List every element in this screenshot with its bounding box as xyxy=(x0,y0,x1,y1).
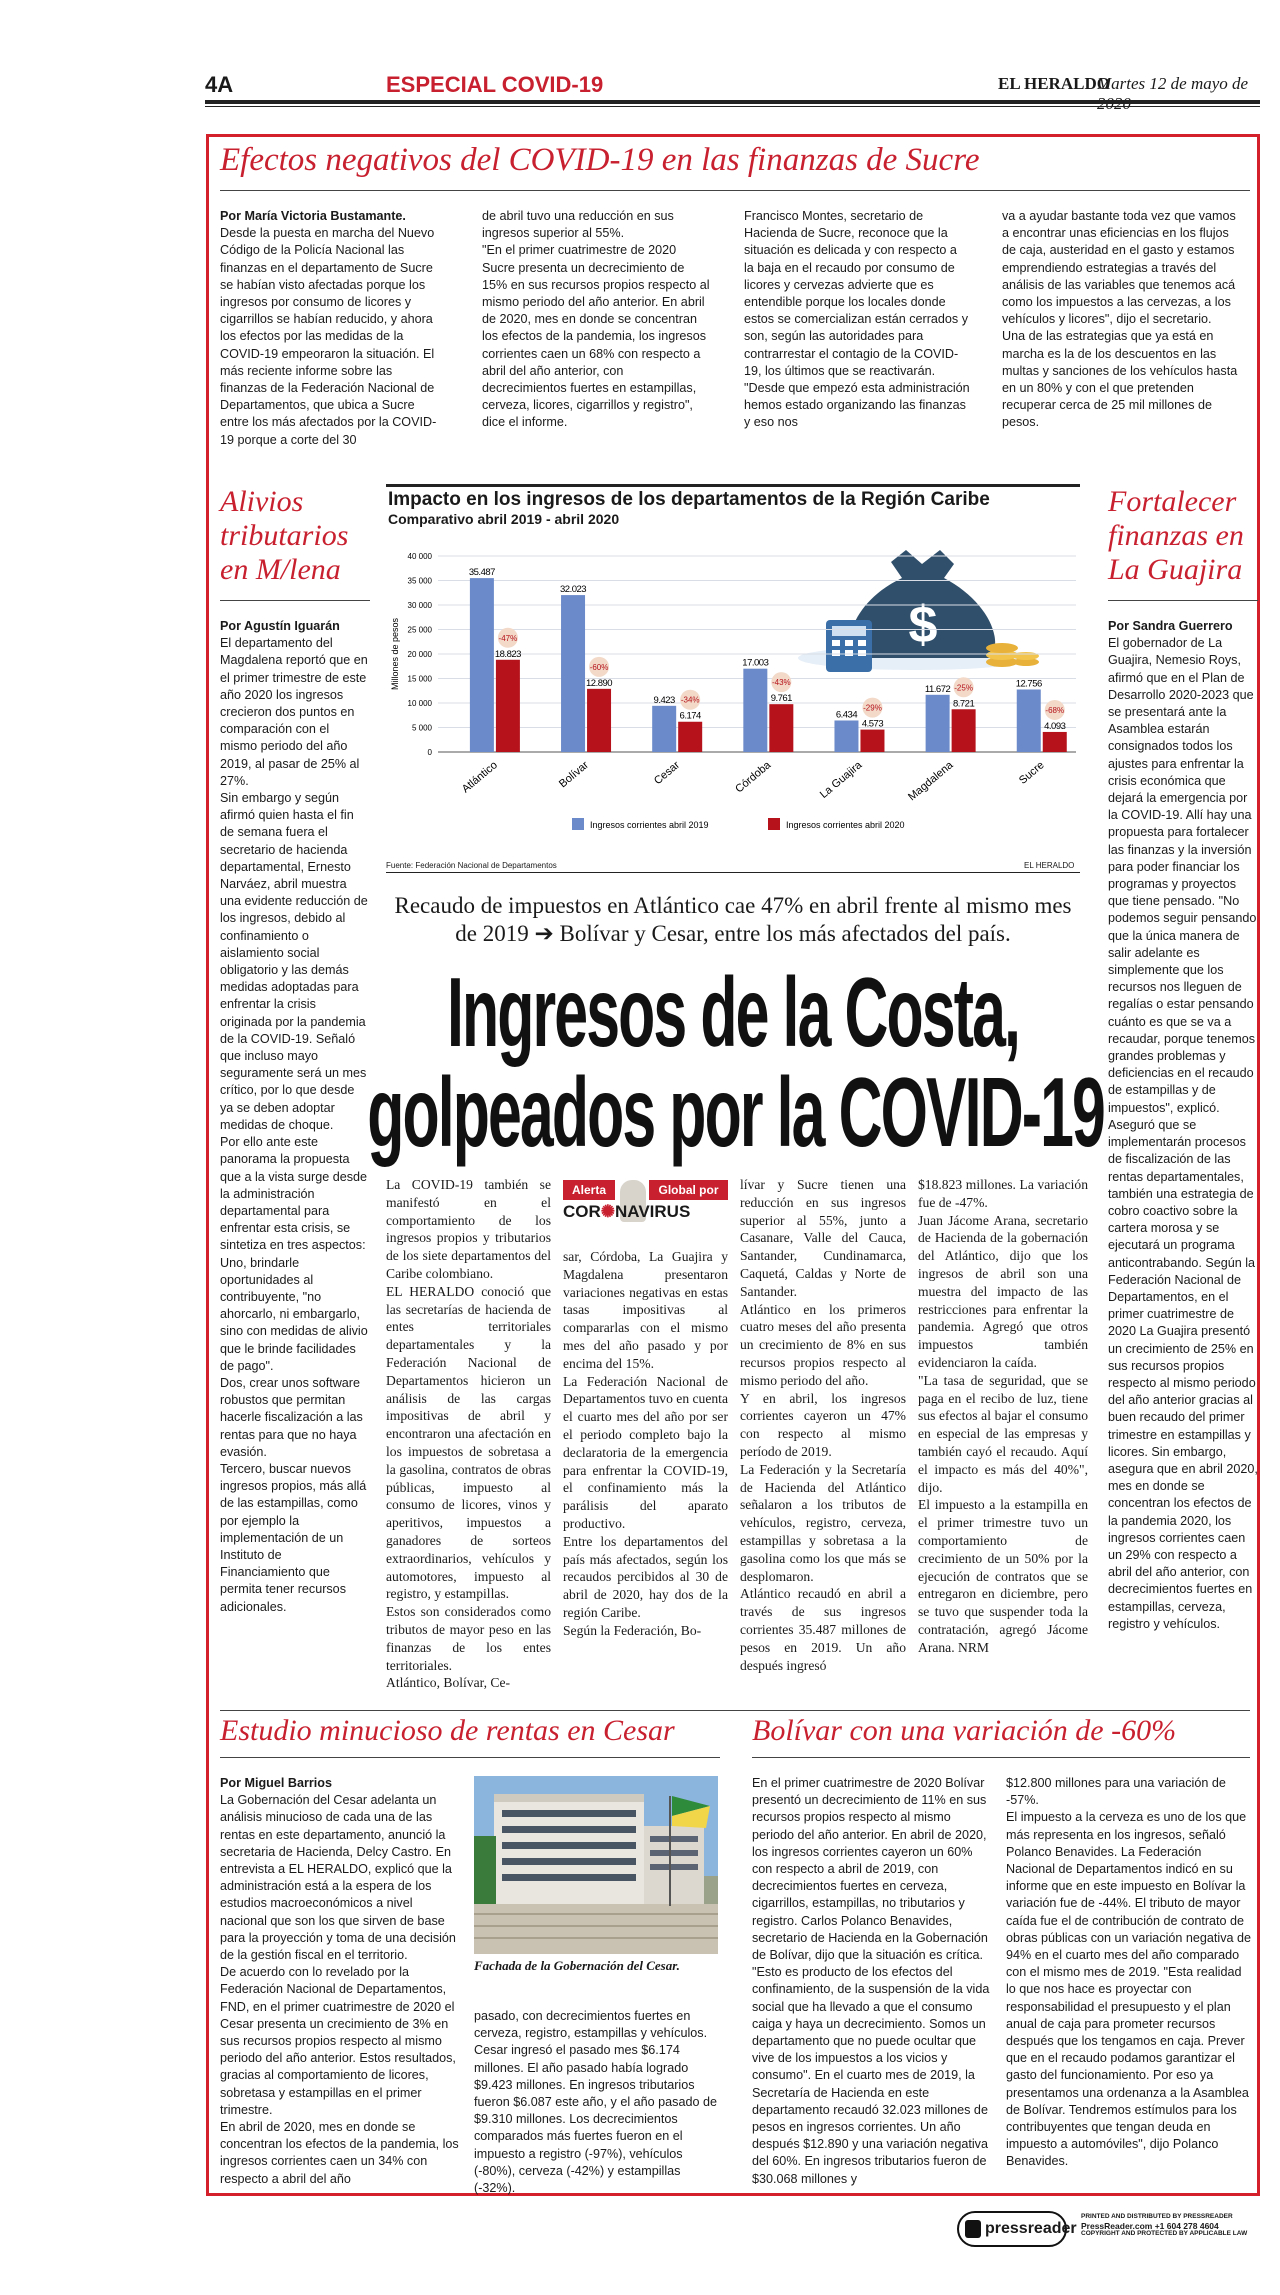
pressreader-brand: pressreader xyxy=(985,2220,1077,2237)
bar-2019 xyxy=(743,669,767,752)
change-label: -43% xyxy=(771,678,791,688)
bar-2020 xyxy=(496,660,520,752)
issue-date: Martes 12 de mayo de xyxy=(1097,74,1249,93)
x-tick-label: Magdalena xyxy=(906,759,956,804)
guajira-text: El gobernador de La Guajira, Nemesio Roys, afirmó que en el Plan de Desarrollo 2020-2023 que se presentará ante la Asamblea estarán consignados todos los ajustes para enfrentar la crisis económica que dejará la emergencia por la COVID-19. Allí hay una propuesta para fortalecer las finanzas y la inversión para poder financiar los programas y proyectos que tiene pensado. "No podemos seguir pensando que la única manera de salir adelante es simplemente que los recursos nos lleguen de regalías o estar pensando cuánto es que se va a recaudar, porque tenemos grandes problemas y deficiencias en el recaudo de estampillas y de impuestos", explicó. Aseguró que se implementarán procesos de fiscalización de las rentas departamentales, también una estrategia de cobro coactivo sobre la cartera morosa y se ejecutará un programa anticontrabando. Según la Federación Nacional de Departamentos, en el primer cuatrimestre de 2020 La Guajira presentó un crecimiento de 25% en sus recursos propios respecto al mismo periodo del año anterior gracias al buen recaudo del primer trimestre en estampillas y licores. Sin embargo, asegura que en abril 2020, mes en donde se concentran los efectos de la pandemia 2020, los ingresos corrientes caen un 29% con respecto a abril del año anterior, con decrecimientos fuertes en estampillas, cerveza, registro y vehículos. xyxy=(1108,636,1258,1631)
bar-value-label: 8.721 xyxy=(952,698,975,710)
magdalena-text: El departamento del Magdalena reportó que en el primer trimestre de este año 2020 los ingresos crecieron dos puntos en comparación con el mismo periodo del año 2019, al pasar de 25% al 27%. Sin embargo y según afirmó quien hasta el fin de semana fuera el secretario de hacienda departamental, Ernesto Narváez, abril muestra una evidente reducción de los ingresos, debido al confinamiento o aislamiento social obligatorio y las demás medidas adoptadas para enfrentar la crisis originada por la pandemia de la COVID-19. Señaló que incluso mayo seguramente será un mes crítico, por lo que desde ya se deben adoptar medidas de choque. Por ello ante este panorama la propuesta que a la vista surge desde la administración departamental para enfrentar esta crisis, se sintetiza en tres aspectos: Uno, brindarle oportunidades al contribuyente, "no ahorcarlo, ni embargarlo, sino con medidas de alivio que le brinde facilidades de pago". Dos, crear unos software robustos que permitan hacerle fiscalización a las rentas para que no haya evasión. Tercero, buscar nuevos ingresos propios, más allá de las estampillas, como por ejemplo la implementación de un Instituto de Financiamiento que permita tener recursos adicionales. xyxy=(220,636,368,1614)
legend-label: Ingresos corrientes abril 2019 xyxy=(590,820,709,830)
x-tick-label: Bolívar xyxy=(557,759,591,791)
pressreader-logo-icon xyxy=(965,2220,981,2238)
magdalena-column xyxy=(220,618,368,1616)
x-tick-label: Sucre xyxy=(1016,759,1047,787)
pressreader-info xyxy=(1081,2213,1247,2239)
sucre-rule xyxy=(220,190,1250,191)
cesar-text-1: La Gobernación del Cesar adelanta un análisis minucioso de cada una de las rentas en este departamento, anunció la secretaria de Hacienda, Delcy Castro. En entrevista a EL HERALDO, explicó que la administración está a la espera de los estudios macroeconómicos a nivel nacional que son los que sirven de base para la proyección y toma de una decisión de la gestión fiscal en el territorio. De acuerdo con lo revelado por la Federación Nacional de Departamentos, FND, en el primer cuatrimestre de 2020 el Cesar presenta un crecimiento de 3% en sus recursos propios respecto al mismo periodo del año anterior. Estos resultados, gracias al comportamiento de licores, sobretasa y estampillas en el primer trimestre. En abril de 2020, mes en donde se concentran los efectos de la pandemia, los ingresos corrientes caen un 34% con respecto a abril del año xyxy=(220,1793,459,2186)
pressreader-badge xyxy=(957,2211,1257,2249)
main-story-col-4: $18.823 millones. La variación fue de -47%. Juan Jácome Arana, secretario de Hacienda de la gobernación del Atlántico, dijo que los ingresos de abril son una muestra del impacto de las restricciones para enfrentar la pandemia. Agregó que otros impuestos también evidenciaron la caída. "La tasa de seguridad, que se paga en el recibo de luz, tiene sus efectos al bajar el consumo en especial de las empresas y también cayó el recaudo. Aquí el impacto es más del 40%", dijo. El impuesto a la estampilla en el primer trimestre tuvo un comportamiento de crecimiento de un 50% por la ejecución de contratos que se entregaron en diciembre, pero se tuvo que suspender toda la contratación, agregó Jácome Arana. NRM xyxy=(918,1177,1088,1655)
bar-2019 xyxy=(561,595,585,752)
bar-value-label: 17.003 xyxy=(742,657,769,669)
change-label: -29% xyxy=(863,703,882,713)
y-tick-label: 40 000 xyxy=(407,552,432,561)
sucre-col-2: de abril tuvo una reducción en sus ingresos superior al 55%. "En el primer cuatrimestre de 2020 Sucre presenta un decrecimiento de 15% en sus recursos propios respecto al mismo periodo del año anterior. En abril de 2020, mes en donde se concentran los efectos de la pandemia, los ingresos corrientes caen un 68% con respecto a abril del año anterior, con decrecimientos fuertes en estampillas, cerveza, licores, cigarrillos y registro", dice el informe. xyxy=(482,209,710,430)
bar-value-label: 9.761 xyxy=(770,693,792,705)
government-building-photo xyxy=(474,1776,718,1954)
bolivar-col-2: $12.800 millones para una variación de -57%. El impuesto a la cerveza es uno de los que más representa en los ingresos, señaló Polanco Benavides. La Federación Nacional de Departamentos indicó en su informe que en este impuesto en Bolívar la variación fue de -44%. El tributo de mayor caída fue el de contribución de contrato de obras públicas con un variación negativa de 94% en el cuarto mes del año comparado con el mismo mes de 2019. "Esta realidad lo que nos hace es proyectar con responsabilidad el presupuesto y el plan anual de caja para prometer recursos después que los tengamos en caja. Prever que en el recaudo podamos garantizar el gasto del funcionamiento. Por eso ya presentamos una ordenanza a la Asamblea de Bolívar. Tendremos estímulos para los contribuyentes que tengan deuda en impuesto a automóviles", dijo Polanco Benavides. xyxy=(1006,1776,1252,2169)
sucre-col-3: Francisco Montes, secretario de Hacienda de Sucre, reconoce que la situación es delicada y con respecto a la baja en el recaudo por consumo de licores y cervezas advierte que es entendible porque los locales donde estos se comercializan están cerrados y son, según las autoridades para contrarrestar el contagio de la COVID-19, los últimos que se reactivarán. "Desde que empezó esta administración hemos estado organizando las finanzas y eso nos xyxy=(744,209,970,430)
bar-2020 xyxy=(860,730,884,752)
bar-2019 xyxy=(834,720,858,752)
bar-value-label: 35.487 xyxy=(468,567,495,579)
change-label: -34% xyxy=(680,695,700,705)
sucre-byline: Por María Victoria Bustamante. xyxy=(220,209,406,223)
bar-value-label: 12.756 xyxy=(1015,678,1042,690)
header-rule xyxy=(205,100,1260,104)
chart-title: Impacto en los ingresos de los departamentos de la Región Caribe xyxy=(388,489,990,510)
change-label: -47% xyxy=(498,633,518,643)
virus-icon: ✺ xyxy=(600,1202,616,1221)
bar-value-label: 18.823 xyxy=(494,648,521,660)
magdalena-headline: Alivios tributarios en M/lena xyxy=(220,485,349,586)
svg-text:$: $ xyxy=(908,596,938,654)
change-label: -25% xyxy=(954,683,973,693)
chart-subtitle: Comparativo abril 2019 - abril 2020 xyxy=(388,511,620,527)
main-story-col-3: lívar y Sucre tienen una reducción en sus ingresos superior al 55%, junto a Casanare, Valle del Cauca, Santander, Cundinamarca, Caquetá, Caldas y Norte de Santander. Atlántico en los primeros cuatro meses del año presenta un crecimiento de 8% en sus recursos propios respecto al mismo periodo del año. Y en abril, los ingresos corrientes cayeron un 47% con respecto al mismo período de 2019. La Federación y la Secretaría de Hacienda del Atlántico señalaron a los tributos de vehículos, registro, cerveza, estampillas y sobretasa a la gasolina como los que más se desplomaron. Atlántico recaudó en abril a través de sus ingresos corrientes 35.487 millones de pesos en 2019. Un año después ingresó xyxy=(740,1177,906,1673)
guajira-rule xyxy=(1108,600,1258,601)
coronavirus-badge xyxy=(563,1180,728,1242)
legend-swatch xyxy=(768,818,780,830)
y-tick-label: 10 000 xyxy=(407,699,432,708)
bar-2020 xyxy=(952,709,976,752)
y-tick-label: 15 000 xyxy=(407,674,432,684)
sucre-col-1 xyxy=(220,208,442,449)
bar-value-label: 12.890 xyxy=(586,677,613,689)
page-number: 4A xyxy=(205,72,234,97)
x-tick-label: Córdoba xyxy=(733,759,774,796)
cesar-col-2: pasado, con decrecimientos fuertes en cerveza, registro, estampillas y vehículos. Cesar ingresó el pasado mes $6.174 millones. El año pasado había logrado $9.423 millones. En ingresos tributarios fueron $6.087 este año, y el año pasado de $9.310 millones. Los decrecimientos comparados más fuertes fueron en el impuesto a registro (-97%), vehículos (-80%), cerveza (-42%) y estampillas (-32%). xyxy=(474,2009,717,2196)
pressreader-line-1: PRINTED AND DISTRIBUTED BY PRESSREADER xyxy=(1081,2213,1233,2220)
badge-global: Global por xyxy=(649,1180,728,1200)
bar-value-label: 4.093 xyxy=(1044,720,1066,732)
main-story-col-1: La COVID-19 también se manifestó en el comportamiento de los ingresos propios y tributarios de los siete departamentos del Caribe colombiano. EL HERALDO conoció que las secretarías de hacienda de entes territoriales departamentales y la Federación Nacional de Departamentos hicieron un análisis de las cargas impositivas de abril y encontraron una afectación en los impuestos de sobretasa a la gasolina, contratos de obras públicas, impuesto al consumo de licores, vinos y aperitivos, impuestos a ganadores de sorteos extraordinarios, vehículos y automotores, impuesto al registro, y estampillas. Estos son considerados como tributos de mayor peso en las finanzas de los entes territoriales. Atlántico, Bolívar, Ce- xyxy=(386,1177,551,1691)
chart-bottom-rule xyxy=(386,872,1080,873)
bar-2019 xyxy=(652,706,676,752)
x-tick-label: Cesar xyxy=(651,759,683,788)
main-headline-line-1: Ingresos de la Costa, xyxy=(446,957,1020,1067)
y-tick-label: 20 000 xyxy=(407,650,432,659)
lead-summary xyxy=(386,892,1080,948)
badge-title xyxy=(563,1202,728,1222)
y-tick-label: 35 000 xyxy=(407,576,432,586)
main-story-col-2: sar, Córdoba, La Guajira y Magdalena presentaron variaciones negativas en estas tasas impositivas al compararlas con el mismo mes del año pasado y por encima del 15%. La Federación Nacional de Departamentos tuvo en cuenta el cuarto mes del año por ser el periodo completo bajo la declaratoria de la emergencia para enfrentar la COVID-19, el confinamiento más la parálisis del aparato productivo. Entre los departamentos del país más afectados, según los recaudos percibidos al 30 de abril de 2020, hay dos de la región Caribe. Según la Federación, Bo- xyxy=(563,1249,728,1638)
chart-source: Fuente: Federación Nacional de Departamentos xyxy=(386,861,557,870)
main-headline-line-2: golpeados por la COVID-19 xyxy=(367,1057,1104,1167)
guajira-byline: Por Sandra Guerrero xyxy=(1108,619,1233,633)
cesar-byline: Por Miguel Barrios xyxy=(220,1776,332,1790)
guajira-headline: Fortalecer finanzas en La Guajira xyxy=(1108,485,1244,586)
header-rule-thin xyxy=(205,106,1260,107)
y-tick-label: 30 000 xyxy=(407,601,432,610)
bar-2019 xyxy=(1017,689,1041,752)
magdalena-rule xyxy=(220,600,370,601)
chart-credit: EL HERALDO xyxy=(1024,861,1075,870)
x-tick-label: La Guajira xyxy=(817,759,865,801)
lead-summary-text-2: Bolívar y Cesar, entre los más afectados del país. xyxy=(559,921,1011,946)
bar-value-label: 6.434 xyxy=(835,709,858,721)
lead-summary-text-1: Recaudo de impuestos en Atlántico cae 47% en abril frente al mismo mes de 2019 xyxy=(394,893,1072,946)
bolivar-col-1: En el primer cuatrimestre de 2020 Bolívar presentó un decrecimiento de 11% en sus recursos propios respecto al mismo periodo del año anterior. En abril de 2020, los ingresos corrientes cayeron un 60% con respecto a abril de 2019, con decrecimientos fuertes en cerveza, cigarrillos, estampillas, no tributarios y registro. Carlos Polanco Benavides, secretario de Hacienda en la Gobernación de Bolívar, dijo que la situación es crítica. "Esto es producto de los efectos del confinamiento, de la suspensión de la vida social que ha llevado a que el consumo caiga y haya un decrecimiento. Somos un departamento que no puede ocultar que vive de los impuestos a los vicios y consumo". En el cuarto mes de 2019, la Secretaría de Hacienda en este departamento recaudó 32.023 millones de pesos en ingresos corrientes. Un año después $12.890 y una variación negativa del 60%. En ingresos tributarios fueron de $30.068 millones y xyxy=(752,1776,990,2186)
bar-2020 xyxy=(678,722,702,752)
badge-title-a: COR xyxy=(563,1202,601,1221)
bar-value-label: 9.423 xyxy=(653,694,675,706)
bar-2019 xyxy=(926,695,950,752)
cesar-headline: Estudio minucioso de rentas en Cesar xyxy=(220,1714,675,1747)
pressreader-logo xyxy=(957,2211,1077,2247)
bolivar-headline: Bolívar con una variación de -60% xyxy=(752,1714,1177,1747)
legend-label: Ingresos corrientes abril 2020 xyxy=(786,820,905,830)
bar-2020 xyxy=(769,704,793,752)
revenue-bar-chart xyxy=(386,530,1086,860)
legend-swatch xyxy=(572,818,584,830)
bar-value-label: 32.023 xyxy=(560,584,587,596)
change-label: -68% xyxy=(1045,705,1065,715)
y-tick-label: 0 xyxy=(427,748,432,757)
change-label: -60% xyxy=(589,662,609,672)
bar-2019 xyxy=(470,578,494,752)
bar-value-label: 11.672 xyxy=(924,683,951,695)
bolivar-rule xyxy=(752,1757,1250,1758)
badge-alert: Alerta xyxy=(563,1180,615,1200)
y-tick-label: 5 000 xyxy=(411,723,432,733)
sucre-text-1: Desde la puesta en marcha del Nuevo Código de la Policía Nacional las finanzas en el departamento de Sucre se habían visto afectadas porque los ingresos por consumo de licores y cigarrillos se habían reducido, y ahora los efectos por las medidas de la COVID-19 empeoraron la situación. El más reciente informe sobre las finanzas de la Federación Nacional de Departamentos, que ubica a Sucre entre los más afectados por la COVID-19 porque a corte del 30 xyxy=(220,226,437,447)
newspaper-name: EL HERALDO xyxy=(998,74,1110,93)
bar-2020 xyxy=(587,689,611,752)
x-tick-label: Atlántico xyxy=(459,759,500,796)
magdalena-byline: Por Agustín Iguarán xyxy=(220,619,340,633)
photo-caption: Fachada de la Gobernación del Cesar. xyxy=(474,1958,680,1973)
pressreader-line-2: PressReader.com +1 604 278 4604 xyxy=(1081,2220,1219,2231)
arrow-icon: ➔ xyxy=(534,921,554,946)
bar-2020 xyxy=(1043,732,1067,752)
badge-title-b: NAVIRUS xyxy=(615,1202,691,1221)
cesar-rule xyxy=(220,1757,720,1758)
cesar-col-1 xyxy=(220,1775,460,2188)
bar-value-label: 6.174 xyxy=(679,710,701,722)
section-title: ESPECIAL COVID-19 xyxy=(386,72,604,97)
chart-top-rule xyxy=(386,484,1080,487)
bottom-top-rule xyxy=(220,1710,1250,1711)
guajira-column xyxy=(1108,618,1258,1633)
bar-value-label: 4.573 xyxy=(861,718,884,730)
pressreader-line-3: COPYRIGHT AND PROTECTED BY APPLICABLE LAW xyxy=(1081,2230,1248,2237)
y-tick-label: 25 000 xyxy=(407,625,432,635)
sucre-col-4: va a ayudar bastante toda vez que vamos a encontrar unas eficiencias en los flujos de caja, austeridad en el gasto y estamos emprendiendo estrategias a través del análisis de las variables que tenemos acá como los impuestos a las cervezas, a los vehículos y licores", dijo el secretario. Una de las estrategias que ya está en marcha es la de los descuentos en las multas y sanciones de los vehículos hasta en un 80% y con el que pretenden recuperar cerca de 25 mil millones de pesos. xyxy=(1002,209,1238,430)
y-axis-label: Millones de pesos xyxy=(390,617,400,691)
sucre-headline: Efectos negativos del COVID-19 en las finanzas de Sucre xyxy=(220,142,980,178)
